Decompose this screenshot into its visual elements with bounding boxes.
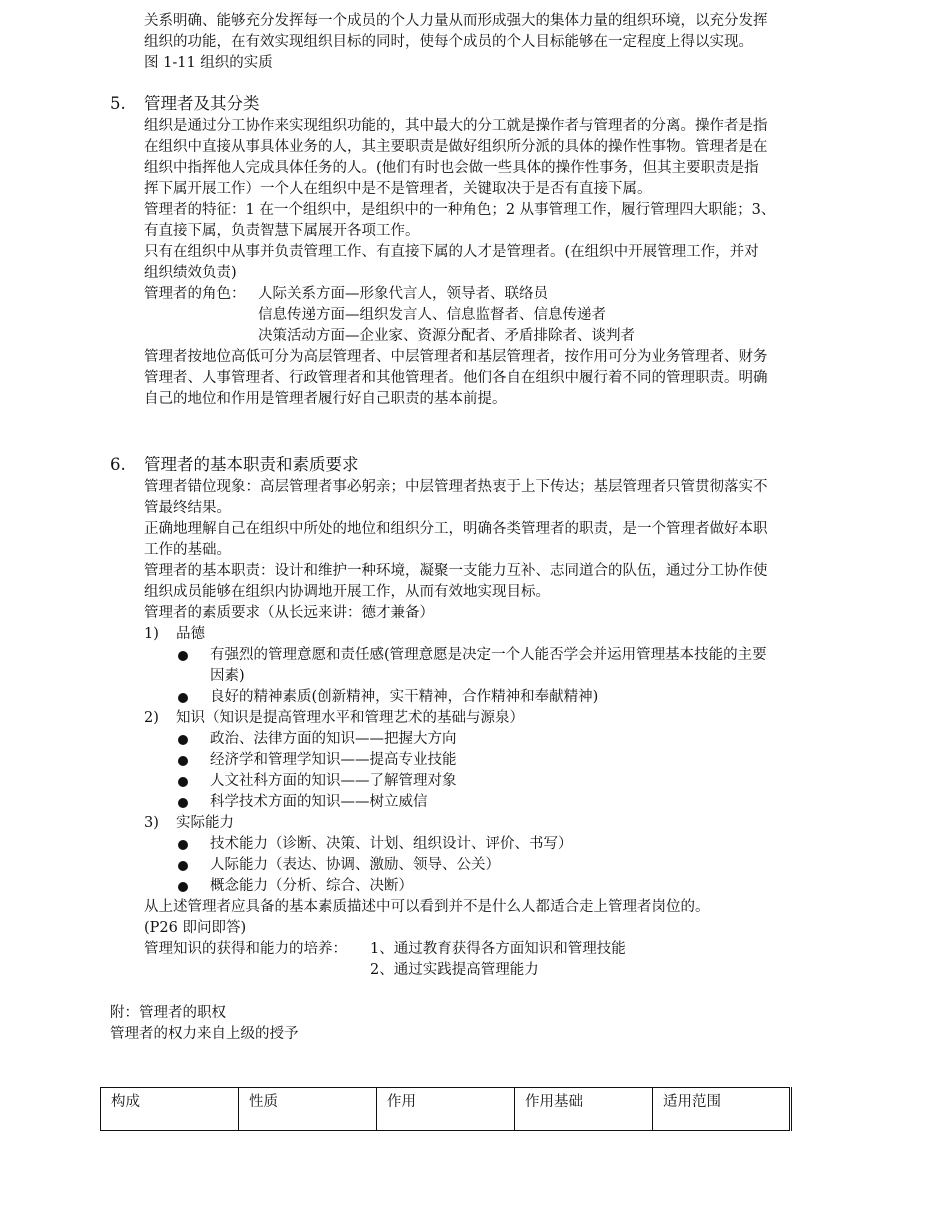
- section-number: 6.: [110, 455, 126, 474]
- table-header-cell: 作用基础: [515, 1088, 653, 1131]
- paragraph-line: 自己的地位和作用是管理者履行好自己职责的基本前提。: [144, 391, 507, 407]
- appendix-title: 附：管理者的职权: [110, 1005, 226, 1021]
- list-item: 有强烈的管理意愿和责任感(管理意愿是决定一个人能否学会并运用管理基本技能的主要: [210, 647, 767, 663]
- paragraph-line: 在组织中直接从事具体业务的人，其主要职责是做好组织所分派的具体的操作性事物。管理者是在: [144, 139, 768, 155]
- section-title: 管理者的基本职责和素质要求: [144, 455, 359, 474]
- table-header-cell: 作用: [377, 1088, 515, 1131]
- bullet-dot: [178, 693, 188, 703]
- bullet-dot: [178, 756, 188, 766]
- paragraph-line: 有直接下属，负责智慧下属展开各项工作。: [144, 223, 420, 239]
- paragraph-line: 正确地理解自己在组织中所处的地位和组织分工，明确各类管理者的职责，是一个管理者做好本职: [144, 521, 768, 537]
- bullet-dot: [178, 861, 188, 871]
- list-item: 概念能力（分析、综合、决断）: [210, 878, 413, 894]
- table-header-cell: 适用范围: [653, 1088, 791, 1131]
- section-number: 5.: [110, 94, 126, 113]
- paragraph-line: 组织成员能够在组织内协调地开展工作，从而有效地实现目标。: [144, 584, 550, 600]
- role-line: 人际关系方面—形象代言人，领导者、联络员: [258, 286, 548, 302]
- table-header-row: [101, 1088, 791, 1131]
- list-group-title: 品德: [176, 626, 205, 642]
- list-item-wrap: 因素): [210, 668, 245, 684]
- bullet-dot: [178, 798, 188, 808]
- bullet-dot: [178, 777, 188, 787]
- paragraph-line: 工作的基础。: [144, 542, 231, 558]
- bullet-dot: [178, 840, 188, 850]
- list-item: 经济学和管理学知识——提高专业技能: [210, 752, 457, 768]
- list-item: 政治、法律方面的知识——把握大方向: [210, 731, 457, 747]
- table-header-cell: 构成: [101, 1088, 239, 1131]
- paragraph-line: 管最终结果。: [144, 500, 231, 516]
- paragraph-line: 管理者的特征：1 在一个组织中，是组织中的一种角色；2 从事管理工作，履行管理四大职能；3、: [144, 202, 776, 218]
- cultivation-label: 管理知识的获得和能力的培养：: [144, 941, 347, 957]
- list-number: 1): [144, 626, 159, 642]
- intro-line: 关系明确、能够充分发挥每一个成员的个人力量从而形成强大的集体力量的组织环境，以充分发挥: [144, 13, 768, 29]
- paragraph-line: 管理者错位现象：高层管理者事必躬亲；中层管理者热衷于上下传达；基层管理者只管贯彻落实不: [144, 479, 768, 495]
- list-number: 3): [144, 815, 159, 831]
- paragraph-line: 组织绩效负责): [144, 265, 237, 281]
- roles-label: 管理者的角色：: [144, 286, 246, 302]
- paragraph-line: 组织是通过分工协作来实现组织功能的，其中最大的分工就是操作者与管理者的分离。操作者是指: [144, 118, 768, 134]
- paragraph-line: 只有在组织中从事并负责管理工作、有直接下属的人才是管理者。(在组织中开展管理工作，并对: [144, 244, 759, 260]
- paragraph-line: 挥下属开展工作）一个人在组织中是不是管理者，关键取决于是否有直接下属。: [144, 181, 652, 197]
- appendix-subtitle: 管理者的权力来自上级的授予: [110, 1026, 299, 1042]
- role-line: 决策活动方面—企业家、资源分配者、矛盾排除者、谈判者: [258, 328, 635, 344]
- list-item: 人际能力（表达、协调、激励、领导、公关）: [210, 857, 500, 873]
- cultivation-item: 1、通过教育获得各方面知识和管理技能: [370, 941, 626, 957]
- bullet-dot: [178, 651, 188, 661]
- cultivation-item: 2、通过实践提高管理能力: [370, 962, 539, 978]
- list-item: 技术能力（诊断、决策、计划、组织设计、评价、书写）: [210, 836, 573, 852]
- qa-note: (P26 即问即答): [144, 920, 247, 936]
- table-header-cell: 性质: [239, 1088, 377, 1131]
- authority-table: [100, 1087, 792, 1131]
- bullet-dot: [178, 882, 188, 892]
- figure-caption: 图 1-11 组织的实质: [144, 55, 273, 71]
- list-group-title: 知识（知识是提高管理水平和管理艺术的基础与源泉）: [176, 710, 524, 726]
- list-number: 2): [144, 710, 159, 726]
- intro-line: 组织的功能，在有效实现组织目标的同时，使每个成员的个人目标能够在一定程度上得以实现。: [144, 34, 753, 50]
- role-line: 信息传递方面—组织发言人、信息监督者、信息传递者: [258, 307, 606, 323]
- paragraph-line: 组织中指挥他人完成具体任务的人。(他们有时也会做一些具体的操作性事务，但其主要职责是指: [144, 160, 759, 176]
- list-item: 良好的精神素质(创新精神，实干精神，合作精神和奉献精神): [210, 689, 599, 705]
- quality-intro: 管理者的素质要求（从长远来讲：德才兼备）: [144, 605, 434, 621]
- list-group-title: 实际能力: [176, 815, 234, 831]
- paragraph-line: 管理者的基本职责：设计和维护一种环境，凝聚一支能力互补、志同道合的队伍，通过分工协作使: [144, 563, 768, 579]
- paragraph-line: 管理者、人事管理者、行政管理者和其他管理者。他们各自在组织中履行着不同的管理职责。明确: [144, 370, 768, 386]
- conclusion: 从上述管理者应具备的基本素质描述中可以看到并不是什么人都适合走上管理者岗位的。: [144, 899, 710, 915]
- section-title: 管理者及其分类: [144, 94, 260, 113]
- list-item: 人文社科方面的知识——了解管理对象: [210, 773, 457, 789]
- paragraph-line: 管理者按地位高低可分为高层管理者、中层管理者和基层管理者，按作用可分为业务管理者、财务: [144, 349, 768, 365]
- bullet-dot: [178, 735, 188, 745]
- list-item: 科学技术方面的知识——树立威信: [210, 794, 428, 810]
